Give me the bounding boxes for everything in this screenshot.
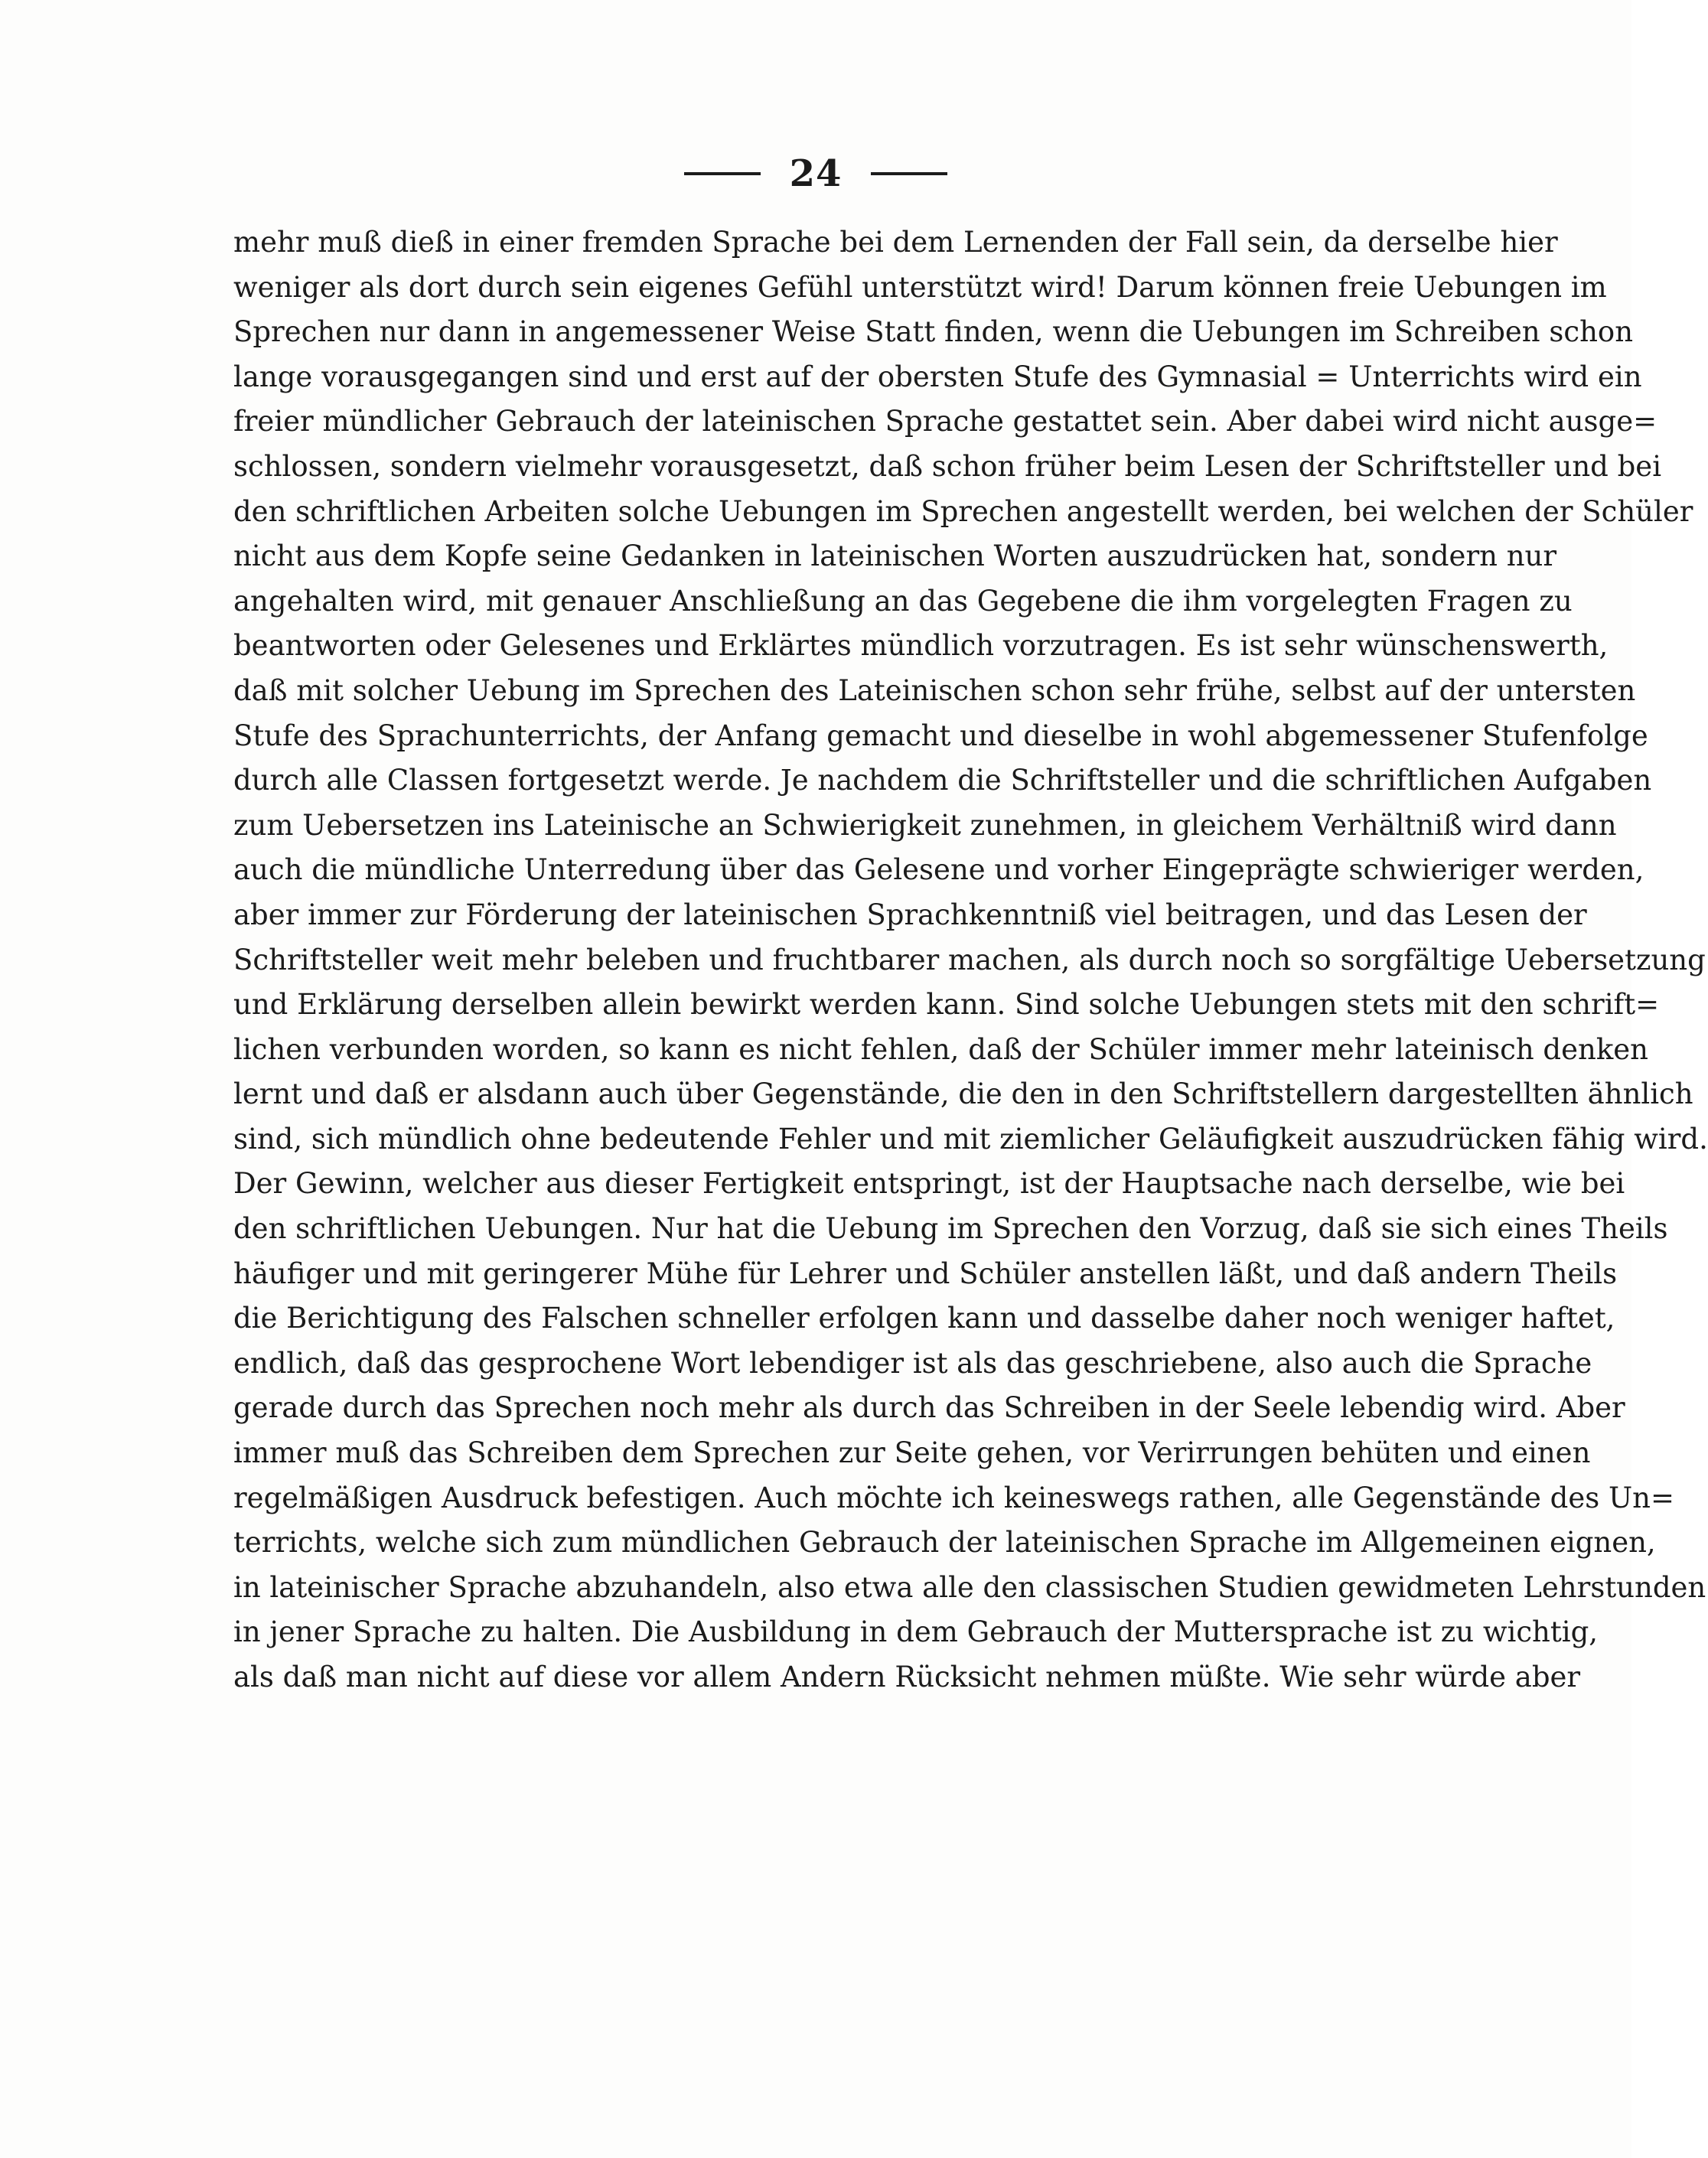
- body-text: [233, 220, 1708, 1700]
- text-line: immer muß das Schreiben dem Sprechen zur Seite gehen, vor Verirrungen behüten und einen: [233, 1436, 1591, 1470]
- text-line: sind, sich mündlich ohne bedeutende Fehler und mit ziemlicher Geläufigkeit auszudrücken fähig wird.: [233, 1122, 1708, 1156]
- text-line: den schriftlichen Arbeiten solche Uebungen im Sprechen angestellt werden, bei welchen der Schüler: [233, 494, 1693, 528]
- text-line: gerade durch das Sprechen noch mehr als durch das Schreiben in der Seele lebendig wird. Aber: [233, 1391, 1625, 1425]
- text-line: endlich, daß das gesprochene Wort lebendiger ist als das geschriebene, also auch die Sprache: [233, 1346, 1592, 1380]
- text-line: durch alle Classen fortgesetzt werde. Je nachdem die Schriftsteller und die schriftlichen Aufgaben: [233, 764, 1652, 797]
- text-line: weniger als dort durch sein eigenes Gefühl unterstützt wird! Darum können freie Uebungen im: [233, 270, 1607, 304]
- text-line: häufiger und mit geringerer Mühe für Lehrer und Schüler anstellen läßt, und daß andern Theils: [233, 1257, 1618, 1290]
- text-line: und Erklärung derselben allein bewirkt werden kann. Sind solche Uebungen stets mit den schrift=: [233, 988, 1660, 1022]
- text-line: nicht aus dem Kopfe seine Gedanken in lateinischen Worten auszudrücken hat, sondern nur: [233, 540, 1557, 573]
- text-line: die Berichtigung des Falschen schneller erfolgen kann und dasselbe daher noch weniger haftet,: [233, 1302, 1615, 1335]
- text-line: schlossen, sondern vielmehr vorausgesetzt, daß schon früher beim Lesen der Schriftsteller und bei: [233, 449, 1662, 483]
- header-rule-right: [871, 172, 947, 175]
- text-line: Sprechen nur dann in angemessener Weise Statt finden, wenn die Uebungen im Schreiben schon: [233, 315, 1634, 349]
- text-line: angehalten wird, mit genauer Anschließung an das Gegebene die ihm vorgelegten Fragen zu: [233, 584, 1573, 618]
- text-line: Der Gewinn, welcher aus dieser Fertigkeit entspringt, ist der Hauptsache nach derselbe, wie bei: [233, 1167, 1625, 1201]
- text-line: Schriftsteller weit mehr beleben und fruchtbarer machen, als durch noch so sorgfältige Uebersetzung: [233, 943, 1706, 976]
- text-line: lange vorausgegangen sind und erst auf der obersten Stufe des Gymnasial = Unterrichts wird ein: [233, 360, 1642, 393]
- page-header: [0, 147, 1631, 200]
- text-line: freier mündlicher Gebrauch der lateinischen Sprache gestattet sein. Aber dabei wird nicht ausge=: [233, 405, 1657, 438]
- text-line: Stufe des Sprachunterrichts, der Anfang gemacht und dieselbe in wohl abgemessener Stufenfolge: [233, 719, 1648, 752]
- text-line: in jener Sprache zu halten. Die Ausbildung in dem Gebrauch der Muttersprache ist zu wichtig,: [233, 1615, 1599, 1649]
- text-line: lernt und daß er alsdann auch über Gegenstände, die den in den Schriftstellern dargestellten ähnlich: [233, 1077, 1693, 1111]
- text-line: aber immer zur Förderung der lateinischen Sprachkenntniß viel beitragen, und das Lesen der: [233, 898, 1587, 931]
- text-line: auch die mündliche Unterredung über das Gelesene und vorher Eingeprägte schwieriger werden,: [233, 853, 1644, 887]
- text-line: mehr muß dieß in einer fremden Sprache bei dem Lernenden der Fall sein, da derselbe hier: [233, 226, 1558, 259]
- text-line: den schriftlichen Uebungen. Nur hat die Uebung im Sprechen den Vorzug, daß sie sich eines Theils: [233, 1212, 1668, 1246]
- page-number: 24: [789, 152, 843, 195]
- header-rule-left: [684, 172, 761, 175]
- text-line: lichen verbunden worden, so kann es nicht fehlen, daß der Schüler immer mehr lateinisch denken: [233, 1032, 1648, 1066]
- text-line: terrichts, welche sich zum mündlichen Gebrauch der lateinischen Sprache im Allgemeinen eignen,: [233, 1526, 1656, 1560]
- text-line: regelmäßigen Ausdruck befestigen. Auch möchte ich keineswegs rathen, alle Gegenstände des Un=: [233, 1481, 1674, 1514]
- text-line: beantworten oder Gelesenes und Erklärtes mündlich vorzutragen. Es ist sehr wünschenswerth,: [233, 629, 1609, 663]
- text-line: in lateinischer Sprache abzuhandeln, also etwa alle den classischen Studien gewidmeten Lehrstunden: [233, 1570, 1706, 1604]
- text-line: zum Uebersetzen ins Lateinische an Schwierigkeit zunehmen, in gleichem Verhältniß wird dann: [233, 808, 1617, 842]
- text-line: als daß man nicht auf diese vor allem Andern Rücksicht nehmen müßte. Wie sehr würde aber: [233, 1661, 1581, 1693]
- text-line: daß mit solcher Uebung im Sprechen des Lateinischen schon sehr frühe, selbst auf der untersten: [233, 673, 1636, 707]
